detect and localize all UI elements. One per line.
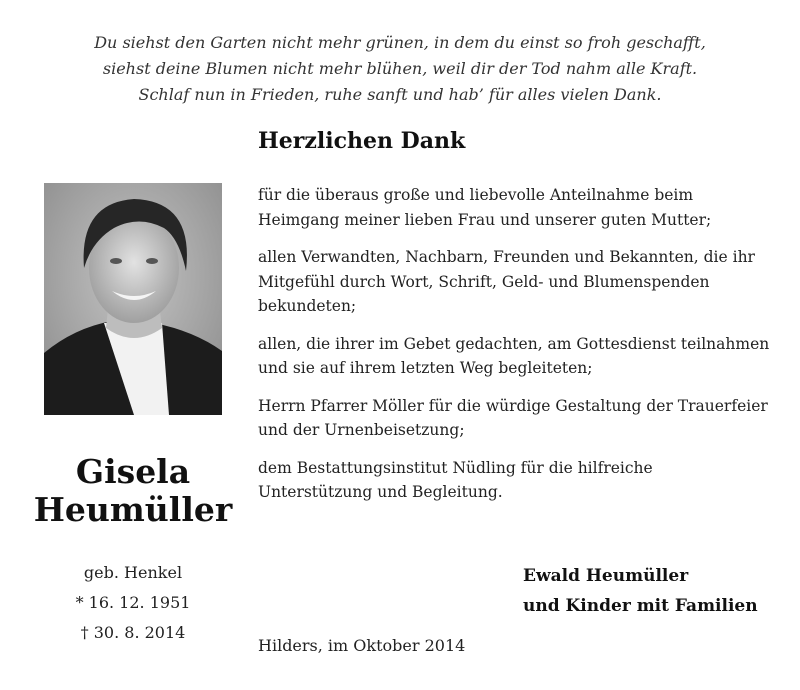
maiden-name: geb. Henkel — [83, 563, 183, 582]
last-name: Heumüller — [33, 490, 233, 529]
thanks-text — [258, 183, 770, 518]
poem-line: Du siehst den Garten nicht mehr grünen, in dem du einst so froh geschafft, — [94, 33, 706, 52]
poem-line: siehst deine Blumen nicht mehr blühen, weil dir der Tod nahm alle Kraft. — [102, 59, 698, 78]
thanks-paragraph: dem Bestattungsinstitut Nüdling für die hilfreiche Unterstützung und Begleitung. — [258, 458, 653, 501]
thanks-heading: Herzlichen Dank — [258, 128, 466, 154]
thanks-paragraph: Herrn Pfarrer Möller für die würdige Gestaltung der Trauerfeier und der Urnenbeisetzung; — [258, 396, 768, 439]
memorial-poem — [0, 30, 800, 108]
thanks-paragraph: für die überaus große und liebevolle Anteilnahme beim Heimgang meiner lieben Frau und unserer guten Mutter; — [258, 186, 712, 229]
life-dates — [40, 558, 226, 648]
thanks-paragraph: allen, die ihrer im Gebet gedachten, am Gottesdienst teilnahmen und sie auf ihrem letzten Weg begleiteten; — [258, 334, 770, 377]
first-name: Gisela — [75, 452, 191, 491]
signature — [523, 561, 758, 621]
portrait-photo — [44, 183, 222, 415]
signature-line: und Kinder mit Familien — [523, 596, 758, 616]
place-date: Hilders, im Oktober 2014 — [258, 636, 466, 655]
poem-line: Schlaf nun in Frieden, ruhe sanft und hab’ für alles vielen Dank. — [138, 85, 662, 104]
signature-line: Ewald Heumüller — [523, 566, 689, 586]
death-date: † 30. 8. 2014 — [80, 623, 186, 642]
thanks-paragraph: allen Verwandten, Nachbarn, Freunden und Bekannten, die ihr Mitgefühl durch Wort, Schrift, Geld- und Blumenspenden bekundeten; — [258, 248, 755, 315]
deceased-name — [30, 453, 236, 529]
birth-date: * 16. 12. 1951 — [75, 593, 191, 612]
